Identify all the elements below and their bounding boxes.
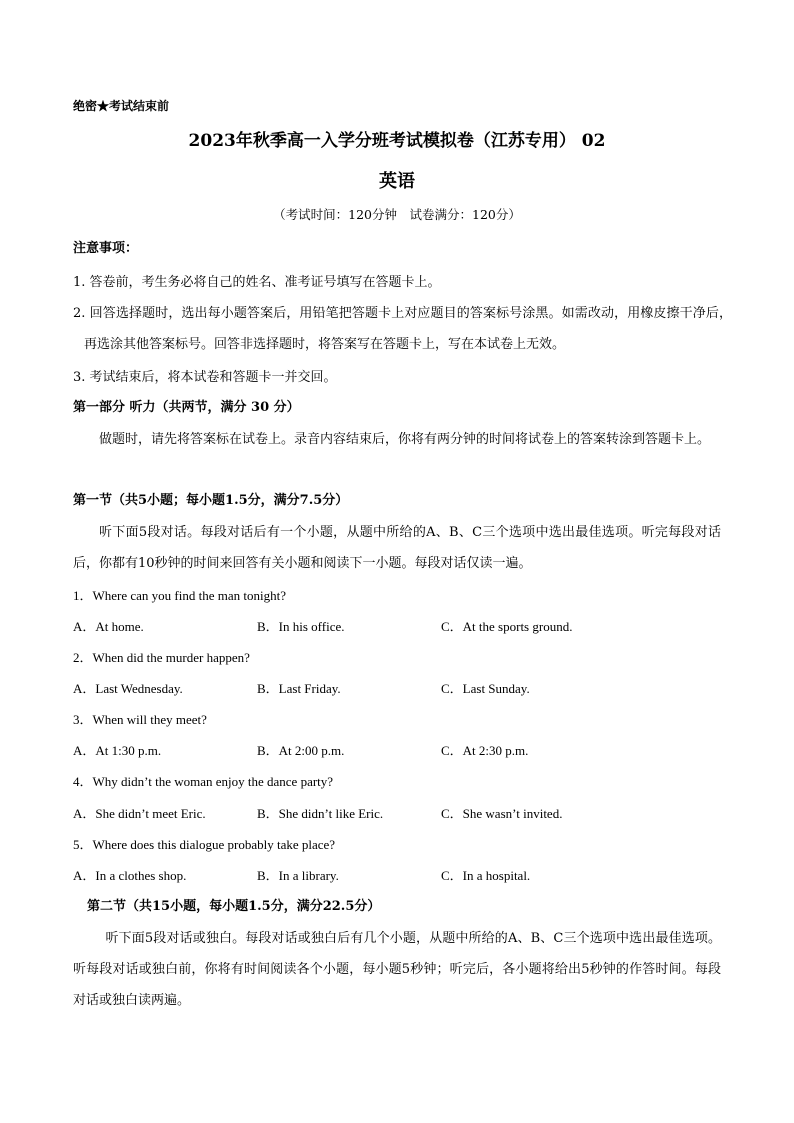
question-4-option-c: C．She wasn’t invited. [441,806,563,821]
section1-heading: 第一节（共5小题；每小题1.5分，满分7.5分） [73,493,349,508]
question-1: 1．Where can you find the man tonight? [73,588,286,603]
question-2-option-a: A．Last Wednesday. [73,681,183,696]
question-2-option-c: C．Last Sunday. [441,681,530,696]
part1-intro: 做题时，请先将答案标在试卷上。录音内容结束后，你将有两分钟的时间将试卷上的答案转涂到答题卡上。 [99,432,711,447]
notes-heading: 注意事项： [73,241,139,256]
question-3-option-c: C．At 2:30 p.m. [441,743,529,758]
question-3-option-a: A．At 1:30 p.m. [73,743,162,758]
question-5-option-c: C．In a hospital. [441,868,531,883]
question-3: 3．When will they meet? [73,712,207,727]
question-2-option-b: B．Last Friday. [257,681,341,696]
note-item-2: 2. 回答选择题时，选出每小题答案后，用铅笔把答题卡上对应题目的答案标号涂黑。如需改动，用橡皮擦干净后，再选涂其他答案标号。回答非选择题时，将答案写在答题卡上，写在本试卷上无效。 [73,306,732,352]
question-4-option-b: B．She didn’t like Eric. [257,806,384,821]
section2-heading: 第二节（共15小题，每小题1.5分，满分22.5分） [87,899,381,914]
question-4-option-a: A．She didn’t meet Eric. [73,806,206,821]
part1-heading: 第一部分 听力（共两节，满分 30 分） [73,400,300,415]
section1-intro: 听下面5段对话。每段对话后有一个小题，从题中所给的A、B、C三个选项中选出最佳选项。听完每段对话后，你都有10秒钟的时间来回答有关小题和阅读下一小题。每段对话仅读一遍。 [73,525,721,571]
secret-label: 绝密★考试结束前 [73,99,170,113]
question-3-option-b: B．At 2:00 p.m. [257,743,345,758]
question-4: 4．Why didn’t the woman enjoy the dance party? [73,774,334,789]
exam-title: 2023年秋季高一入学分班考试模拟卷（江苏专用） 02 [188,131,606,151]
question-1-option-a: A．At home. [73,619,144,634]
question-5: 5．Where does this dialogue probably take place? [73,837,336,852]
note-item-1: 1. 答卷前，考生务必将自己的姓名、准考证号填写在答题卡上。 [73,275,441,290]
question-5-option-a: A．In a clothes shop. [73,868,187,883]
subject-title: 英语 [379,171,415,192]
question-2: 2．When did the murder happen? [73,650,250,665]
question-5-option-b: B．In a library. [257,868,339,883]
note-item-3: 3. 考试结束后，将本试卷和答题卡一并交回。 [73,370,337,385]
question-1-option-b: B．In his office. [257,619,345,634]
section2-intro: 听下面5段对话或独白。每段对话或独白后有几个小题，从题中所给的A、B、C三个选项中选出最佳选项。听每段对话或独白前，你将有时间阅读各个小题，每小题5秒钟；听完后，各小题将给出5秒钟的作答时间。每段对话或独白读两遍。 [73,931,721,1008]
question-1-option-c: C．At the sports ground. [441,619,573,634]
exam-info: （考试时间：120分钟 试卷满分：120分） [273,207,521,222]
